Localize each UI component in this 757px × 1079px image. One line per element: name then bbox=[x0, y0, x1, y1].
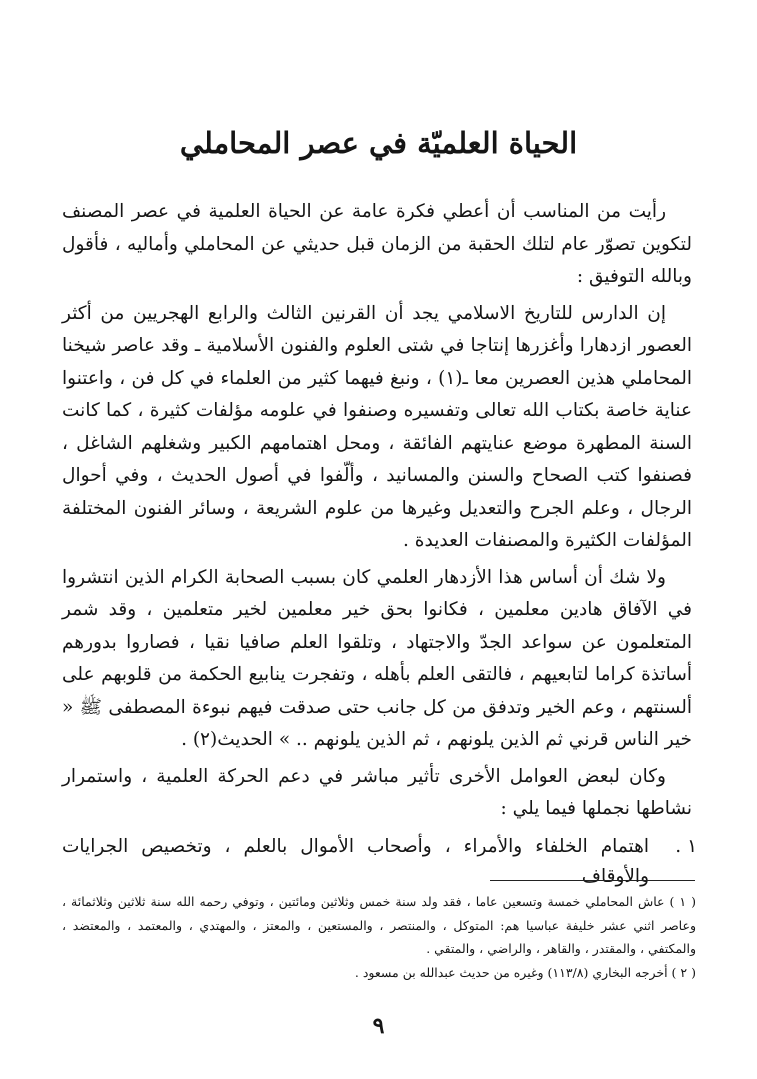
footnote: ( ٢ ) أخرجه البخاري (١١٣/٨) وغيره من حديث عبدالله بن مسعود . bbox=[354, 964, 696, 980]
chapter-title: الحياة العلميّة في عصر المحاملي bbox=[179, 126, 578, 160]
paragraph: وكان لبعض العوامل الأخرى تأثير مباشر في دعم الحركة العلمية ، واستمرار نشاطها نجملها فيما يلي : bbox=[62, 765, 692, 819]
list-item bbox=[62, 832, 697, 892]
paragraph: ولا شك أن أساس هذا الأزدهار العلمي كان بسبب الصحابة الكرام الذين انتشروا في الآفاق هادين معلمين ، فكانوا بحق خير معلمين لخير متعلمين ، وقد شمر المتعلمون عن سواعد الجدّ والاجتهاد ، وتلقوا العلم صافيا نقيا ، فصاروا بدورهم أساتذة كراما لتابعيهم ، فالتقى العلم بأهله ، وتفجرت ينابيع الحكمة من قلوبهم على ألسنتهم ، وعم الخير وتدفق من كل جانب حتى صدقت فيهم نبوءة المصطفى ﷺ « خير الناس قرني ثم الذين يلونهم ، ثم الذين يلونهم .. » الحديث(٢) . bbox=[62, 566, 692, 750]
list-item-number: ١ . bbox=[675, 836, 697, 857]
paragraph: إن الدارس للتاريخ الاسلامي يجد أن القرنين الثالث والرابع الهجريين من أكثر العصور ازدهارا وأغزرها إنتاجا في شتى العلوم والفنون الأسلامية ـ وقد عاصر شيخنا المحاملي هذين العصرين معا ـ(١) ، ونبغ فيهما كثير من العلماء في كل فن ، واعتنوا عناية خاصة بكتاب الله تعالى وتفسيره وصنفوا في علومه مؤلفات كثيرة ، كما كانت السنة المطهرة موضع عنايتهم الفائقة ، ومحل اهتمامهم الكبير وشغلهم الشاغل ، فصنفوا كتب الصحاح والسنن والمسانيد ، وألّفوا في أصول الحديث ، وفي أحوال الرجال ، وعلم الجرح والتعديل وغيرها من علوم الشريعة ، وسائر الفنون المختلفة المؤلفات الكثيرة والمصنفات العديدة . bbox=[62, 302, 692, 551]
footnote-divider bbox=[490, 880, 695, 881]
page-number: ٩ bbox=[372, 1013, 385, 1039]
footnote: ( ١ ) عاش المحاملي خمسة وتسعين عاما ، فقد ولد سنة خمس وثلاثين ومائتين ، وتوفي رحمه الله سنة ثلاثين وثلاثمائة ، وعاصر اثني عشر خليفة عباسيا هم: المتوكل ، والمنتصر ، والمستعين ، والمعتز ، والمهتدي ، والمعتمد ، والمعتضد ، والمكتفي ، والمقتدر ، والقاهر ، والراضي ، والمتقي . bbox=[62, 894, 696, 956]
footnotes bbox=[62, 890, 696, 984]
list-item-text: اهتمام الخلفاء والأمراء ، وأصحاب الأموال بالعلم ، وتخصيص الجرايات والأوقاف bbox=[62, 836, 649, 887]
paragraph: رأيت من المناسب أن أعطي فكرة عامة عن الحياة العلمية في عصر المصنف لتكوين تصوّر عام لتلك الحقبة من الزمان قبل حديثي عن المحاملي وأماليه ، فأقول وبالله التوفيق : bbox=[62, 201, 692, 287]
body-text bbox=[62, 196, 692, 826]
